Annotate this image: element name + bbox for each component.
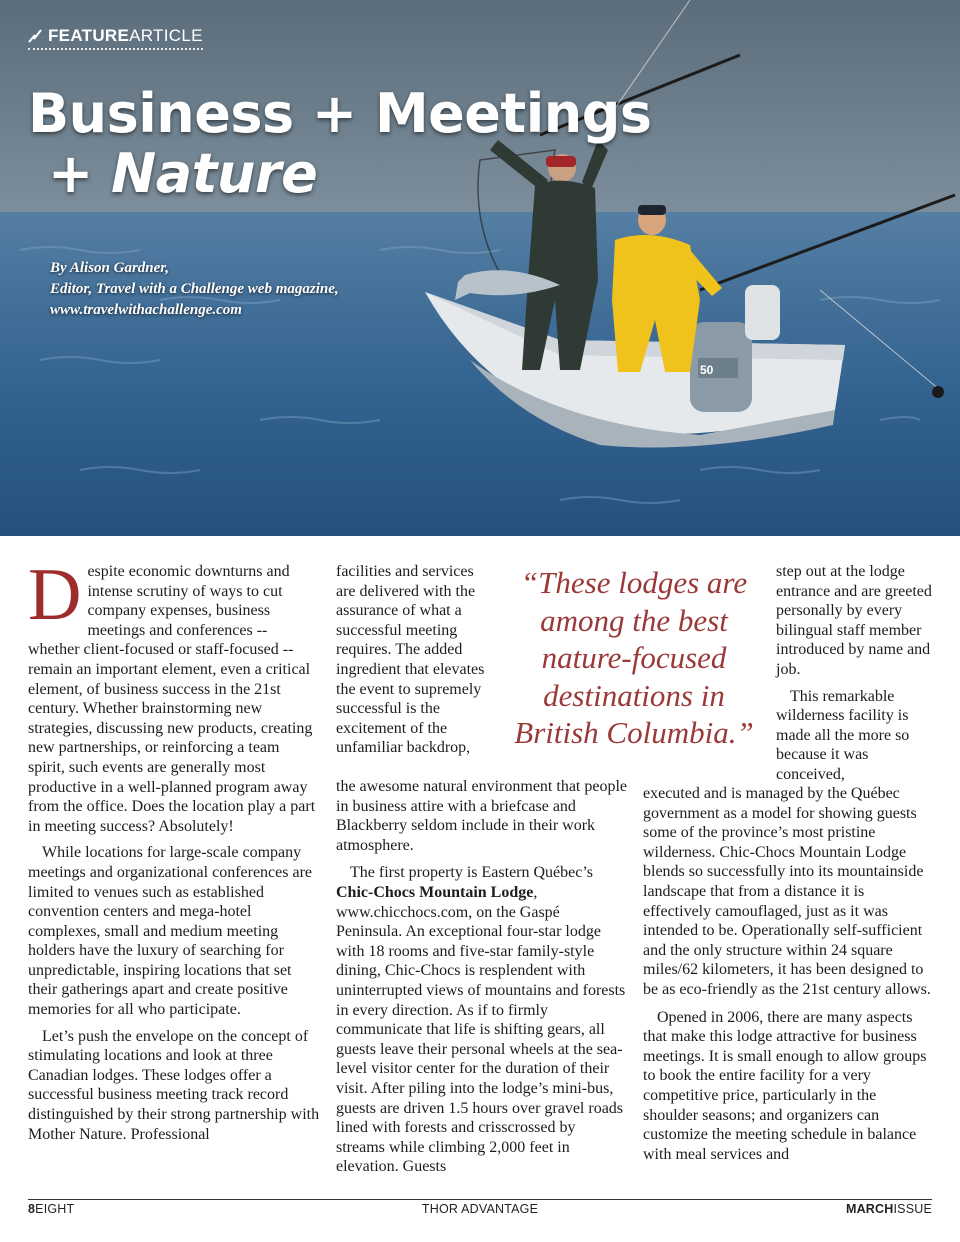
article-column-3-top (776, 562, 932, 792)
paragraph: executed and is managed by the Québec government as a model for showing guests some of the province’s most pristine wilderness. Chic-Chocs Mountain Lodge blends so successfully into its mountainside landscape that from a distance it is effectively camouflaged, just as it was intended to be. Operationally self-sufficient and the only structure within 24 square miles/62 kilometers, it has been designed to be as eco-friendly as the 21st century allows. (643, 785, 931, 998)
title-line-1: Business + Meetings (28, 82, 652, 145)
publication-name: THOR ADVANTAGE (421, 1202, 539, 1216)
motor-label: 50 (700, 363, 714, 377)
byline (50, 258, 430, 321)
page-num: 8 (28, 1202, 36, 1216)
paragraph: the awesome natural environment that people in business attire with a briefcase and Blackberry seldom include in their work atmosphere. (336, 778, 628, 854)
kicker-feature: FEATURE (48, 25, 130, 45)
byline-role: Editor, Travel with a Challenge web magazine, (50, 281, 339, 297)
issue-label (846, 1202, 932, 1216)
pull-quote: “These lodges are among the best nature-focused destinations in British Columbia.” (514, 565, 754, 750)
article-column-2 (336, 777, 628, 1184)
drop-cap: D (28, 554, 82, 636)
byline-url: www.travelwithachallenge.com (50, 302, 242, 318)
article-column-1 (28, 554, 320, 1151)
article-column-2-top (336, 562, 486, 765)
paragraph: This remarkable wilderness facility is made all the more so because it was conceived, (776, 687, 910, 783)
section-kicker (28, 26, 203, 50)
paragraph: While locations for large-scale company meetings and organizational conferences are limited to venues such as established convention centers and mega-hotel complexes, small and medium meeting holders have the luxury of searching for unpredictable, inspiring locations that set their gatherings apart and create positive memories for all who participate. (28, 844, 313, 1019)
title-line-2: + Nature (48, 142, 318, 205)
paragraph-intro (28, 554, 320, 836)
footer-rule (28, 1199, 932, 1200)
kicker-article: ARTICLE (129, 25, 203, 45)
byline-author: By Alison Gardner, (50, 260, 170, 276)
lodge-name: Chic-Chocs Mountain Lodge (336, 883, 534, 901)
paragraph: Let’s push the envelope on the concept of stimulating locations and look at three Canadian lodges. These lodges offer a successful business meeting track record distinguished by their strong partnership with Mother Nature. Professional (28, 1027, 320, 1143)
article-column-3 (643, 784, 935, 1171)
zap-icon (28, 29, 42, 43)
issue-word: ISSUE (893, 1202, 932, 1216)
paragraph: Opened in 2006, there are many aspects that make this lodge attractive for business meetings. It is small enough to allow groups to book the entire facility for a very competitive price, particularly in the shoulder seasons; and organizers can customize the meeting schedule in balance with meal services and (643, 1008, 927, 1163)
paragraph: step out at the lodge entrance and are greeted personally by every bilingual staff member introduced by name and job. (776, 563, 932, 678)
issue-month: MARCH (845, 1202, 894, 1216)
hero-photo (0, 0, 960, 536)
article-title (28, 84, 652, 204)
intro-text: espite economic downturns and intense scrutiny of ways to cut company expenses, business meetings and conferences -- whether client-focused or staff-focused -- remain an important element, even a critical element, of business success in the 21st century. Whether brainstorming new strategies, discussing new products, creating new partnerships, or reinforcing a team spirit, such events are generally most productive in a well-planned program away from the office. Does the location play a part in meeting success? Absolutely! (28, 563, 316, 835)
lodge-intro: The first property is Eastern Québec’s (350, 864, 594, 882)
lodge-text: , www.chicchocs.com, on the Gaspé Peninsula. An exceptional four-star lodge with 18 rooms and five-star family-style dining, Chic-Chocs is resplendent with uninterrupted views of mountains and forests in every direction. As if to firmly communicate that life is shifting gears, all guests leave their personal wheels at the sea-level visitor center for the duration of their visit. After piling into the lodge’s mini-bus, guests are driven 1.5 hours over gravel roads lined with forests and crisscrossed by streams while climbing 2,000 feet in elevation. Guests (336, 883, 626, 1176)
paragraph-lodge (336, 863, 628, 1177)
page-word: EIGHT (35, 1202, 75, 1216)
paragraph: facilities and services are delivered with the assurance of what a successful meeting requires. The added ingredient that elevates the event to supremely successful is the excitement of the unfamiliar backdrop, (336, 563, 485, 757)
